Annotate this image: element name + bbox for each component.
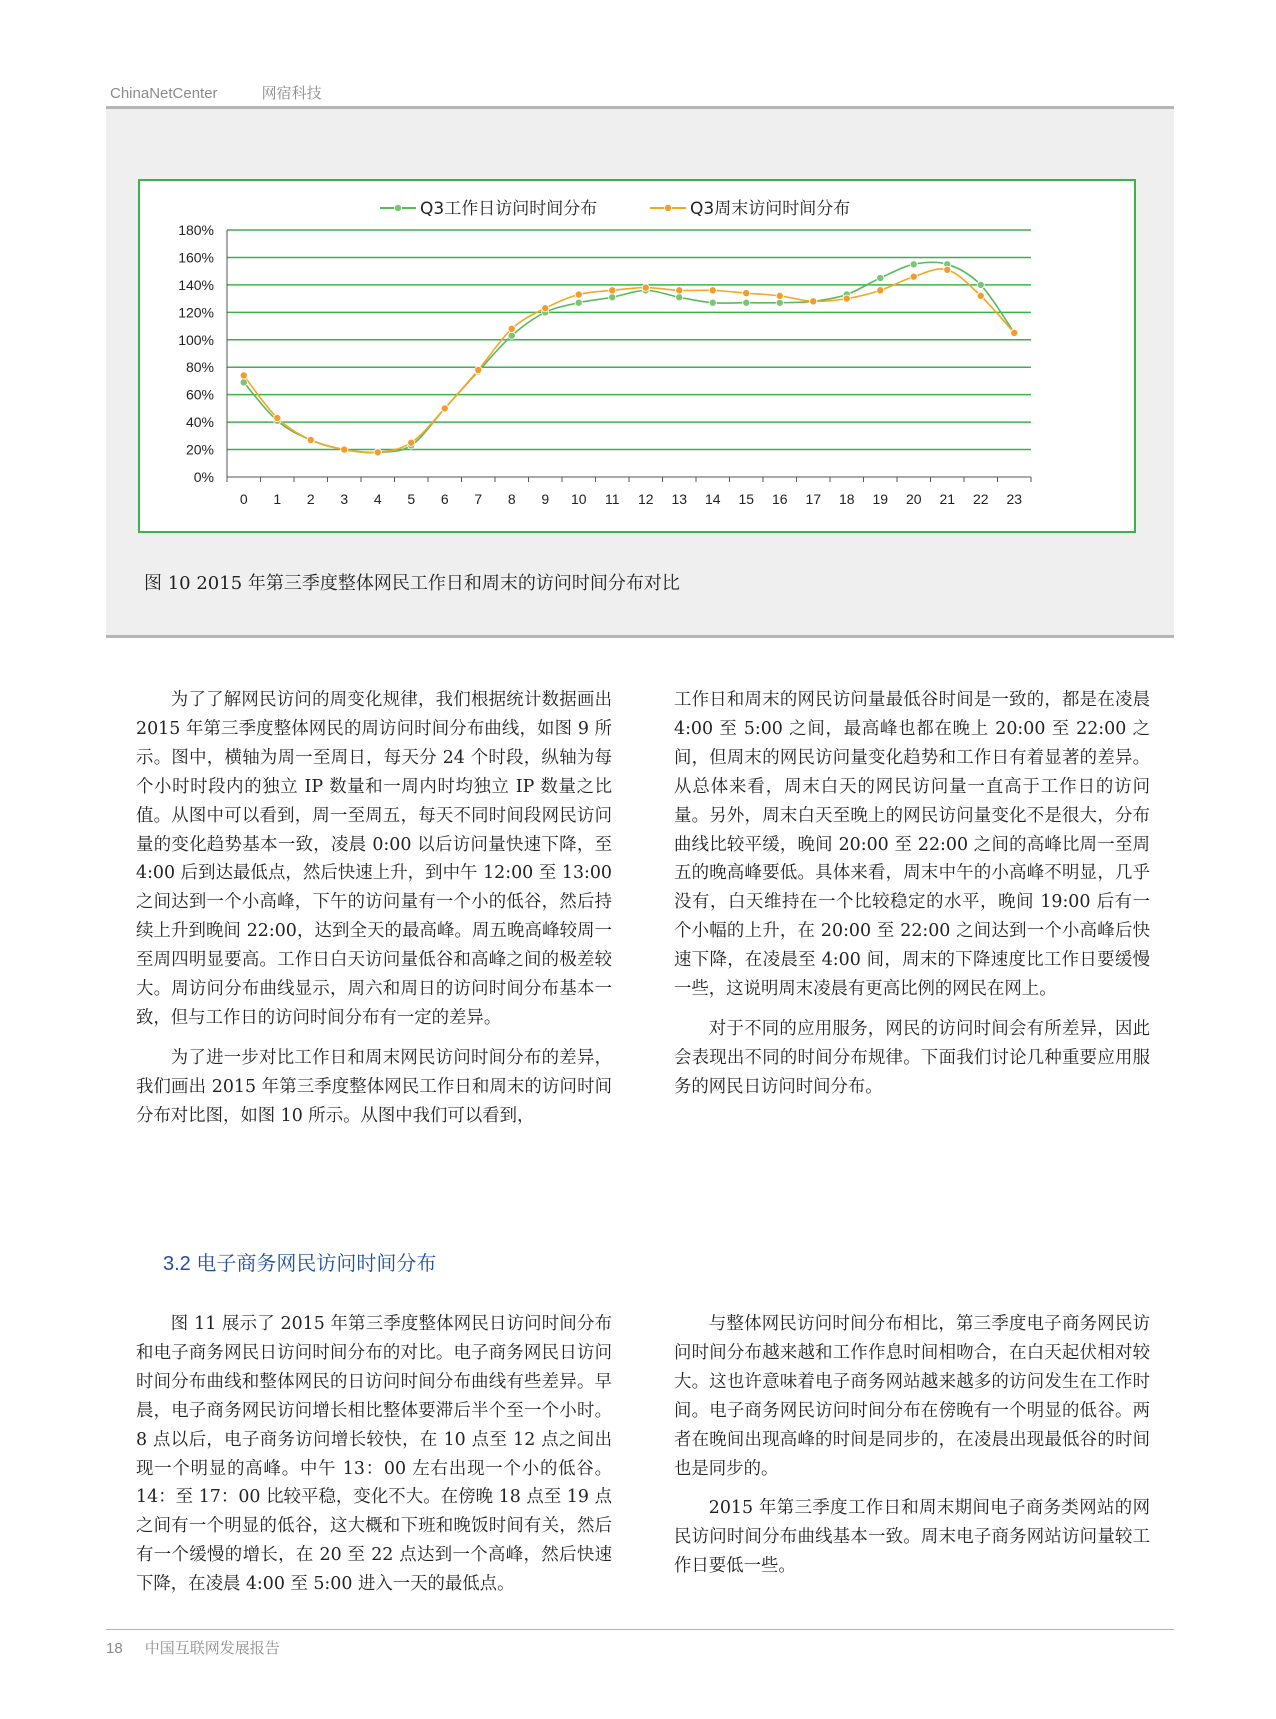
x-tick-label: 21 [939, 491, 956, 507]
y-tick-label: 0% [193, 469, 214, 485]
x-tick-label: 22 [972, 491, 989, 507]
data-point-workday [877, 274, 884, 281]
data-point-weekend [776, 292, 783, 299]
data-point-workday [776, 299, 783, 306]
data-point-workday [240, 379, 247, 386]
x-tick-label: 5 [407, 491, 416, 507]
y-tick-label: 180% [178, 222, 214, 238]
paragraph: 2015 年第三季度工作日和周末期间电子商务类网站的网民访问时间分布曲线基本一致。周末电子商务网站访问量较工作日要低一些。 [674, 1498, 1150, 1577]
data-point-weekend [575, 291, 582, 298]
data-point-workday [910, 261, 917, 268]
data-point-workday [977, 281, 984, 288]
data-point-weekend [810, 298, 817, 305]
data-point-workday [609, 294, 616, 301]
data-point-weekend [642, 284, 649, 291]
data-point-weekend [1011, 329, 1018, 336]
paragraph: 图 11 展示了 2015 年第三季度整体网民日访问时间分布和电子商务网民日访问时间分布的对比。电子商务网民日访问时间分布曲线和整体网民的日访问时间分布曲线有些差异。早晨，电子商务网民访问增长相比整体要滞后半个至一个小时。8 点以后，电子商务访问增长较快，在 10 点至 12 点之间出现一个明显的高峰。中午 13：00 左右出现一个小的低谷。14：至 17：00 比较平稳，变化不大。在傍晚 18 点至 19 点之间有一个明显的低谷，这大概和下班和晚饭时间有关，然后有一个缓慢的增长，在 20 至 22 点达到一个高峰，然后快速下降，在凌晨 4:00 至 5:00 进入一天的最低点。 [136, 1314, 612, 1595]
footer-title: 中国互联网发展报告 [144, 1640, 280, 1657]
x-tick-label: 12 [637, 491, 654, 507]
x-tick-label: 1 [273, 491, 282, 507]
x-tick-label: 9 [541, 491, 550, 507]
body-left-column [136, 686, 612, 1142]
data-point-weekend [441, 405, 448, 412]
data-point-weekend [609, 287, 616, 294]
legend-label: Q3周末访问时间分布 [690, 199, 851, 219]
x-tick-label: 4 [373, 491, 382, 507]
y-tick-label: 100% [178, 331, 214, 348]
data-point-weekend [408, 439, 415, 446]
x-tick-label: 6 [440, 491, 449, 507]
data-point-weekend [475, 366, 482, 373]
x-tick-label: 2 [306, 491, 315, 507]
x-tick-label: 11 [604, 491, 620, 507]
data-point-weekend [307, 436, 314, 443]
data-point-workday [575, 299, 582, 306]
x-tick-label: 23 [1006, 491, 1023, 507]
y-tick-label: 160% [178, 249, 214, 266]
x-tick-label: 8 [507, 491, 516, 507]
data-point-weekend [508, 325, 515, 332]
y-tick-label: 80% [185, 359, 214, 376]
data-point-weekend [877, 287, 884, 294]
x-tick-label: 7 [474, 491, 483, 507]
data-point-weekend [274, 414, 281, 421]
header-brand: ChinaNetCenter [110, 85, 218, 102]
data-point-workday [508, 332, 515, 339]
series-line-workday [244, 262, 1015, 452]
paragraph: 与整体网民访问时间分布相比，第三季度电子商务网民访问时间分布越来越和工作作息时间相吻合，在白天起伏相对较大。这也许意味着电子商务网站越来越多的访问发生在工作时间。电子商务网民访问时间分布在傍晚有一个明显的低谷。两者在晚间出现高峰的时间是同步的，在凌晨出现最低谷的时间也是同步的。 [674, 1314, 1150, 1479]
body-right-column [674, 686, 1150, 1113]
figure-caption: 图 10 2015 年第三季度整体网民工作日和周末的访问时间分布对比 [144, 573, 680, 594]
y-tick-label: 120% [178, 304, 214, 321]
data-point-weekend [542, 305, 549, 312]
data-point-weekend [977, 292, 984, 299]
data-point-weekend [374, 449, 381, 456]
y-tick-label: 60% [185, 386, 214, 403]
line-chart [140, 181, 1134, 531]
x-tick-label: 14 [704, 491, 721, 507]
x-tick-label: 19 [872, 491, 889, 507]
paragraph: 为了了解网民访问的周变化规律，我们根据统计数据画出 2015 年第三季度整体网民的周访问时间分布曲线，如图 9 所示。图中，横轴为周一至周日，每天分 24 个时段，纵轴为每个小时时段内的独立 IP 数量和一周内时均独立 IP 数量之比值。从图中可以看到，周一至周五，每天不同时间段网民访问量的变化趋势基本一致，凌晨 0:00 以后访问量快速下降，至 4:00 后到达最低点，然后快速上升，到中午 12:00 至 13:00 之间达到一个小高峰，下午的访问量有一个小的低谷，然后持续上升到晚间 22:00，达到全天的最高峰。周五晚高峰较周一至周四明显要高。工作日白天访问量低谷和高峰之间的极差较大。周访问分布曲线显示，周六和周日的访问时间分布基本一致，但与工作日的访问时间分布有一定的差异。 [136, 690, 612, 1028]
x-tick-label: 13 [671, 491, 688, 507]
data-point-weekend [709, 287, 716, 294]
data-point-workday [676, 294, 683, 301]
data-point-weekend [676, 287, 683, 294]
x-tick-label: 16 [771, 491, 788, 507]
page-header [110, 82, 322, 103]
figure-panel [106, 109, 1174, 638]
body-left-column-2 [136, 1310, 612, 1610]
data-point-weekend [944, 266, 951, 273]
page-number: 18 [106, 1640, 123, 1657]
data-point-weekend [910, 273, 917, 280]
x-tick-label: 17 [805, 491, 822, 507]
x-tick-label: 18 [838, 491, 855, 507]
chart-frame [138, 179, 1136, 533]
series-line-weekend [244, 269, 1015, 453]
data-point-workday [709, 299, 716, 306]
data-point-weekend [843, 295, 850, 302]
body-right-column-2 [674, 1310, 1150, 1592]
legend-label: Q3工作日访问时间分布 [420, 199, 598, 219]
page-footer [106, 1637, 280, 1658]
x-tick-label: 0 [239, 491, 248, 507]
section-heading: 3.2 电子商务网民访问时间分布 [163, 1253, 437, 1275]
paragraph: 工作日和周末的网民访问量最低谷时间是一致的，都是在凌晨 4:00 至 5:00 之间，最高峰也都在晚上 20:00 至 22:00 之间，但周末的网民访问量变化趋势和工作日有着显著的差异。从总体来看，周末白天的网民访问量一直高于工作日的访问量。另外，周末白天至晚上的网民访问量变化不是很大，分布曲线比较平缓，晚间 20:00 至 22:00 之间的高峰比周一至周五的晚高峰要低。具体来看，周末中午的小高峰不明显，几乎没有，白天维持在一个比较稳定的水平，晚间 19:00 后有一个小幅的上升，在 20:00 至 22:00 之间达到一个小高峰后快速下降，在凌晨至 4:00 间，周末的下降速度比工作日要缓慢一些，这说明周末凌晨有更高比例的网民在网上。 [674, 690, 1150, 1000]
paragraph: 对于不同的应用服务，网民的访问时间会有所差异，因此会表现出不同的时间分布规律。下面我们讨论几种重要应用服务的网民日访问时间分布。 [674, 1018, 1150, 1097]
x-tick-label: 15 [738, 491, 755, 507]
x-tick-label: 3 [340, 491, 349, 507]
paragraph: 为了进一步对比工作日和周末网民访问时间分布的差异，我们画出 2015 年第三季度整体网民工作日和周末的访问时间分布对比图，如图 10 所示。从图中我们可以看到， [136, 1047, 612, 1126]
footer-divider [106, 1629, 1174, 1630]
legend-marker [394, 204, 401, 211]
y-tick-label: 40% [185, 414, 214, 431]
data-point-workday [743, 299, 750, 306]
x-tick-label: 10 [570, 491, 587, 507]
data-point-weekend [743, 290, 750, 297]
y-tick-label: 140% [178, 276, 214, 293]
data-point-weekend [341, 446, 348, 453]
data-point-weekend [240, 372, 247, 379]
y-tick-label: 20% [185, 441, 214, 458]
legend-marker [664, 204, 671, 211]
header-brand-cn: 网宿科技 [261, 85, 322, 102]
x-tick-label: 20 [905, 491, 922, 507]
